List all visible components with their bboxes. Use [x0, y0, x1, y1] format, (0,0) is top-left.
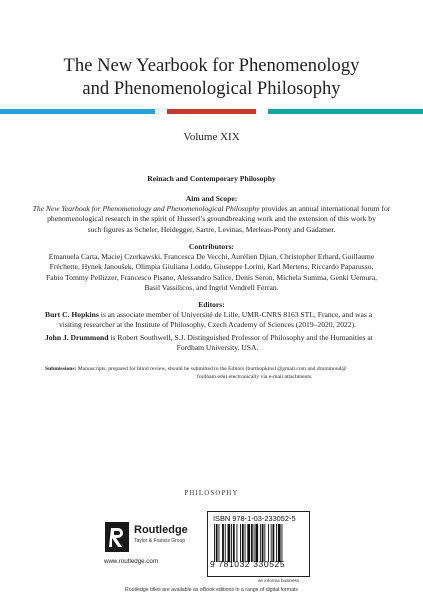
yearbook-title-italic: The New Yearbook for Phenomenology and Phenomenological Philosophy	[32, 204, 260, 213]
submissions-line-1-rest: Manuscripts, prepared for blind review, should be submitted to the Editors (burthopkins1@gmail.com and drummond@	[76, 366, 347, 372]
theme-heading: Reinach and Contemporary Philosophy	[147, 174, 276, 183]
editor-hopkins	[45, 310, 390, 331]
contributors-line: Fabio Tommy Pellizzer, Francesco Pisano, Alessandro Salice, Denis Seron, Michela Summa, Genki Uemura,	[46, 272, 377, 282]
ebook-footer-note: Routledge titles are available as eBook editions in a range of digital formats	[124, 587, 299, 593]
subject-category: PHILOSOPHY	[184, 490, 239, 497]
barcode-number: 9 781032 330525	[210, 559, 286, 569]
editor-hopkins-line-1-rest: is an associate member of Université de Lille, UMR-CNRS 8163 STL, France, and was a	[98, 310, 373, 319]
editor-drummond-name: John J. Drummond	[45, 333, 109, 342]
informa-tagline: an informa business	[258, 578, 300, 583]
editor-drummond	[45, 333, 390, 354]
aim-line-2: phenomenological research in the spirit of Husserl’s groundbreaking work and the extension of this work by	[47, 214, 376, 224]
aim-line-1	[0, 204, 423, 214]
barcode-graphic	[213, 524, 303, 562]
decorative-color-bars	[0, 109, 423, 115]
title-line-2: and Phenomenological Philosophy	[82, 78, 341, 99]
aim-line-3: such figures as Scheler, Heidegger, Sartre, Levinas, Merleau-Ponty and Gadamer.	[87, 224, 336, 234]
contributors-line: Fréchette, Hynek Janoušek, Olimpia Giuliana Loddo, Giuseppe Lorini, Karl Mertens, Riccardo Paparusso,	[49, 262, 374, 272]
contributors-heading: Contributors:	[188, 242, 235, 251]
routledge-logo-icon	[104, 521, 130, 553]
teal-bar	[268, 109, 423, 114]
editor-drummond-line-2: Fordham University, USA.	[176, 343, 259, 353]
editor-drummond-line-1-rest: is Robert Southwell, S.J. Distinguished Professor of Philosophy and the Humanities at	[108, 333, 373, 342]
submissions-note	[45, 365, 390, 381]
submissions-line-2: fordham.edu) electronically via e-mail attachments.	[197, 374, 313, 380]
isbn-label: ISBN 978-1-03-233052-5	[213, 514, 296, 523]
publisher-name: Routledge	[134, 524, 188, 536]
submissions-label: Submissions:	[45, 366, 77, 372]
book-title	[0, 54, 423, 100]
contributors-line: Basil Vassilicos, and Ingrid Vendrell Ferran.	[144, 283, 279, 293]
aim-line-1-rest: provides an annual international forum for	[259, 204, 391, 213]
submissions-line-1	[45, 365, 390, 373]
aim-text	[0, 204, 423, 235]
contributors-list	[0, 252, 423, 294]
editor-hopkins-line-2: visiting researcher at the Institute of Philosophy, Czech Academy of Sciences (2019–2020, 2022).	[58, 320, 357, 330]
publisher-url: www.routledge.com	[104, 558, 158, 565]
editors-heading: Editors:	[198, 300, 225, 309]
editor-hopkins-name: Burt C. Hopkins	[45, 310, 99, 319]
volume-number: Volume XIX	[183, 131, 240, 143]
title-line-1: The New Yearbook for Phenomenology	[63, 55, 360, 76]
publisher-group: Taylor & Francis Group	[134, 538, 186, 544]
aim-heading: Aim and Scope:	[185, 194, 238, 203]
editor-drummond-line-1	[45, 333, 390, 343]
blue-bar	[0, 109, 155, 114]
red-bar	[167, 109, 256, 114]
editor-hopkins-line-1	[45, 310, 390, 320]
contributors-line: Emanuela Carta, Maciej Czerkawski, Francesca De Vecchi, Aurélien Djian, Christopher Erhard, Guillaume	[48, 252, 375, 261]
